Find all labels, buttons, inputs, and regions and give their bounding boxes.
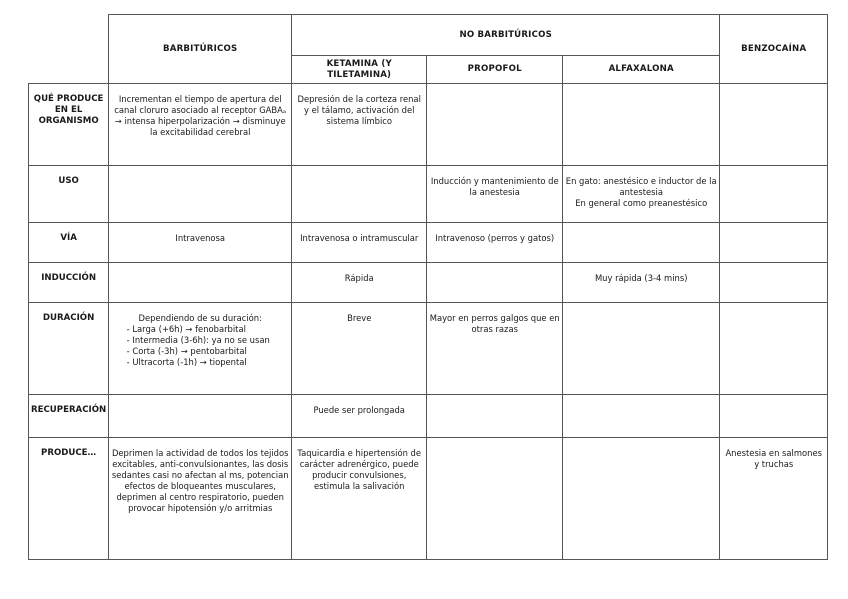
cell-uso-ketamina [292, 166, 427, 223]
cell-recuperacion-ketamina: Puede ser prolongada [292, 395, 427, 438]
row-label-uso: USO [29, 166, 109, 223]
row-label-recuperacion: RECUPERACIÓN [29, 395, 109, 438]
header-row-1 [29, 15, 828, 56]
header-propofol: PROPOFOL [427, 56, 563, 84]
cell-via-alfaxalona [563, 223, 720, 263]
cell-induccion-barbituricos [109, 263, 292, 303]
cell-via-benzocaina [720, 223, 828, 263]
cell-uso-alfaxalona: En gato: anestésico e inductor de la antestesia En general como preanestésico [563, 166, 720, 223]
cell-uso-propofol: Inducción y mantenimiento de la anestesia [427, 166, 563, 223]
cell-induccion-alfaxalona: Muy rápida (3-4 mins) [563, 263, 720, 303]
cell-induccion-benzocaina [720, 263, 828, 303]
cell-produce-barbituricos: Deprimen la actividad de todos los tejidos excitables, anti-convulsionantes, las dosis sedantes casi no afectan al ms, potencian efectos de bloqueantes musculares, deprimen al centro respiratorio, pueden provocar hipotensión y/o arritmias [109, 438, 292, 560]
cell-produce-benzocaina: Anestesia en salmones y truchas [720, 438, 828, 560]
cell-duracion-barbituricos [109, 303, 292, 395]
duracion-list [131, 324, 270, 368]
cell-produce-ketamina: Taquicardia e hipertensión de carácter adrenérgico, puede producir convulsiones, estimula la salivación [292, 438, 427, 560]
cell-recuperacion-benzocaina [720, 395, 828, 438]
cell-recuperacion-alfaxalona [563, 395, 720, 438]
header-no-barbituricos: NO BARBITÚRICOS [292, 15, 720, 56]
list-item: - Larga (+6h) → fenobarbital [131, 324, 270, 335]
header-ketamina: KETAMINA (Y TILETAMINA) [292, 56, 427, 84]
cell-organismo-propofol [427, 84, 563, 166]
cell-uso-barbituricos [109, 166, 292, 223]
cell-recuperacion-propofol [427, 395, 563, 438]
cell-organismo-alfaxalona [563, 84, 720, 166]
cell-organismo-barbituricos: Incrementan el tiempo de apertura del canal cloruro asociado al receptor GABAₐ → intensa hiperpolarización → disminuye la excitabilidad cerebral [109, 84, 292, 166]
cell-produce-propofol [427, 438, 563, 560]
cell-duracion-ketamina: Breve [292, 303, 427, 395]
row-duracion [29, 303, 828, 395]
cell-duracion-benzocaina [720, 303, 828, 395]
row-label-produce: PRODUCE… [29, 438, 109, 560]
cell-via-barbituricos: Intravenosa [109, 223, 292, 263]
duracion-intro: Dependiendo de su duración: [138, 313, 262, 323]
cell-produce-alfaxalona [563, 438, 720, 560]
cell-organismo-ketamina: Depresión de la corteza renal y el tálamo, activación del sistema límbico [292, 84, 427, 166]
header-benzocaina: BENZOCAÍNA [720, 15, 828, 84]
cell-via-ketamina: Intravenosa o intramuscular [292, 223, 427, 263]
cell-induccion-propofol [427, 263, 563, 303]
row-organismo [29, 84, 828, 166]
corner-cell [29, 15, 109, 84]
row-label-organismo: QUÉ PRODUCE EN EL ORGANISMO [29, 84, 109, 166]
row-produce [29, 438, 828, 560]
header-alfaxalona: ALFAXALONA [563, 56, 720, 84]
cell-uso-benzocaina [720, 166, 828, 223]
list-item: - Intermedia (3-6h): ya no se usan [131, 335, 270, 346]
cell-duracion-alfaxalona [563, 303, 720, 395]
cell-via-propofol: Intravenoso (perros y gatos) [427, 223, 563, 263]
list-item: - Corta (-3h) → pentobarbital [131, 346, 270, 357]
row-label-duracion: DURACIÓN [29, 303, 109, 395]
cell-organismo-benzocaina [720, 84, 828, 166]
list-item: - Ultracorta (-1h) → tiopental [131, 357, 270, 368]
row-label-via: VÍA [29, 223, 109, 263]
cell-duracion-propofol: Mayor en perros galgos que en otras razas [427, 303, 563, 395]
cell-induccion-ketamina: Rápida [292, 263, 427, 303]
row-recuperacion [29, 395, 828, 438]
header-barbituricos: BARBITÚRICOS [109, 15, 292, 84]
row-induccion [29, 263, 828, 303]
row-label-induccion: INDUCCIÓN [29, 263, 109, 303]
cell-recuperacion-barbituricos [109, 395, 292, 438]
row-uso [29, 166, 828, 223]
anesthetics-table [28, 14, 828, 560]
row-via [29, 223, 828, 263]
